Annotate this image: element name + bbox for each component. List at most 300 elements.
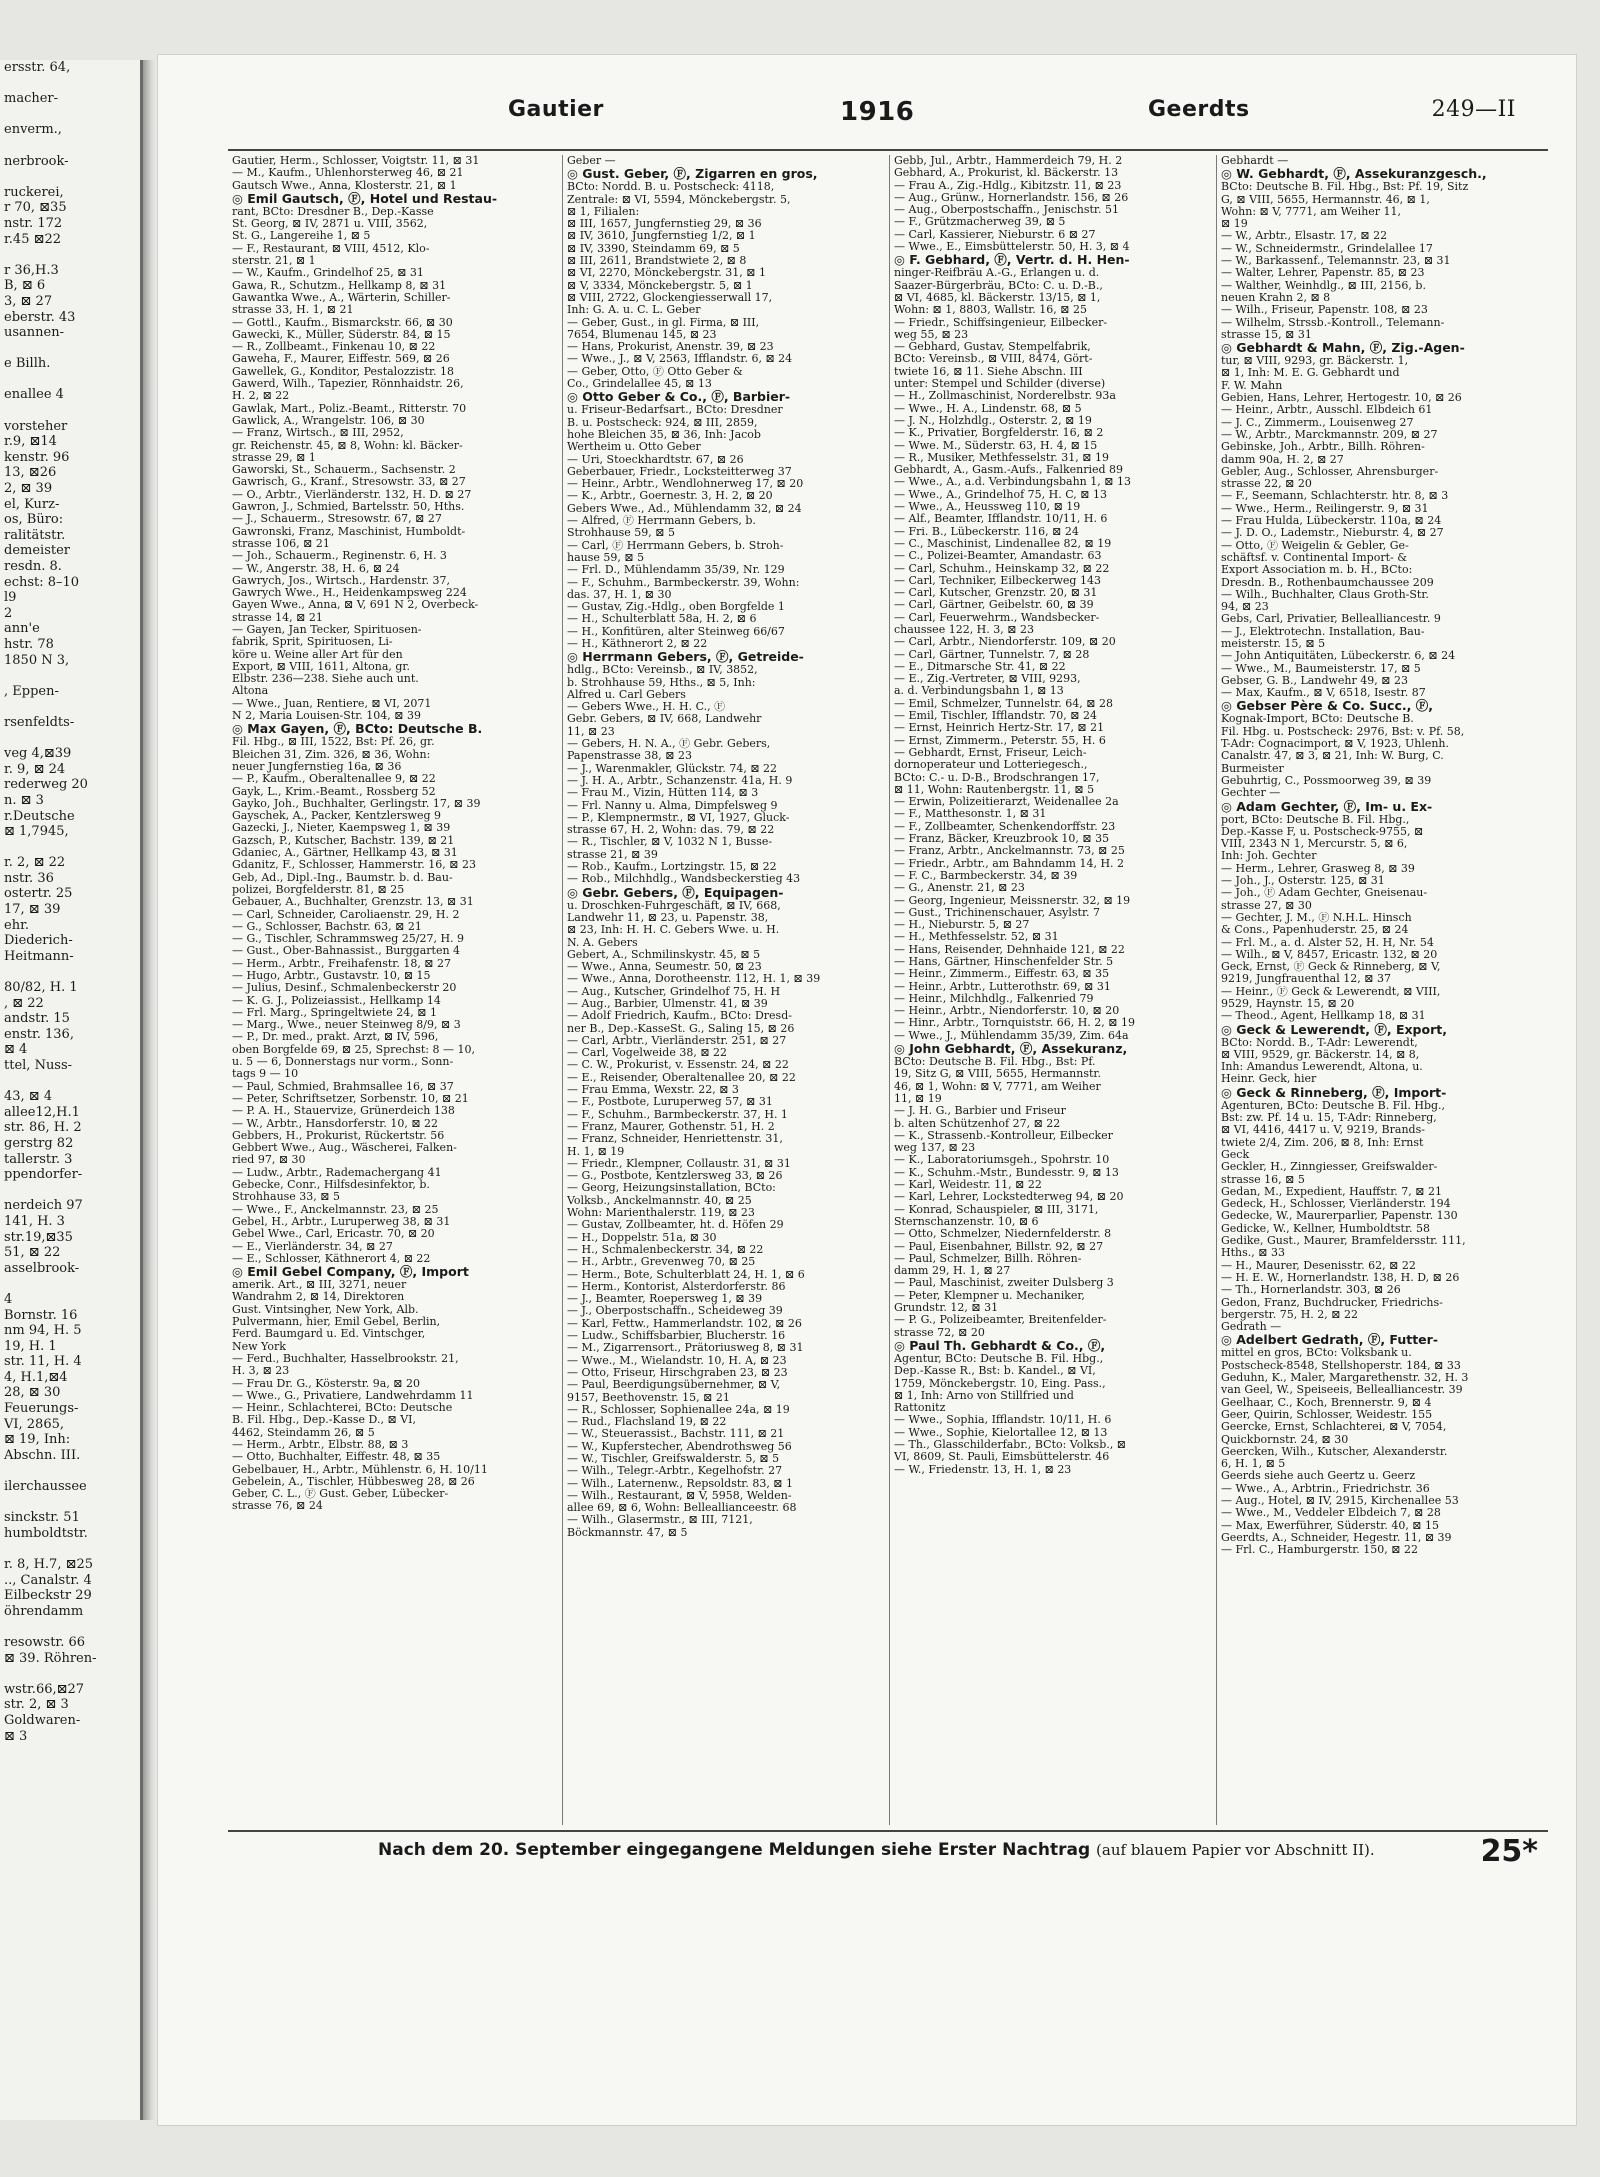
- entry-line: — Wwe., Herm., Reilingerstr. 9, ⊠ 31: [1221, 502, 1429, 515]
- previous-page-line: l9: [4, 590, 17, 606]
- previous-page-line: 43, ⊠ 4: [4, 1089, 53, 1105]
- firm-entry-line: ◎ Max Gayen, Ⓕ, BCto: Deutsche B.: [232, 722, 483, 737]
- entry-line: mittel en gros, BCto: Volksbank u.: [1221, 1347, 1412, 1360]
- entry-line: van Geel, W., Speiseeis, Bellealliancestr. 39: [1221, 1384, 1463, 1397]
- entry-line: — Herm., Lehrer, Grasweg 8, ⊠ 39: [1221, 862, 1415, 875]
- entry-line: — H., Schmalenbeckerstr. 34, ⊠ 22: [567, 1243, 764, 1256]
- entry-line: Gawlak, Mart., Poliz.-Beamt., Ritterstr. 70: [232, 402, 467, 415]
- entry-line: — P. A. H., Stauervize, Grünerdeich 138: [232, 1105, 455, 1118]
- entry-line: — Alfred, Ⓕ Herrmann Gebers, b.: [567, 515, 756, 528]
- entry-line: — Hans, Prokurist, Anenstr. 39, ⊠ 23: [567, 341, 774, 354]
- firm-entry-line: ◎ Emil Gebel Company, Ⓕ, Import: [232, 1265, 469, 1280]
- entry-line: a. d. Verbindungsbahn 1, ⊠ 13: [894, 685, 1064, 698]
- entry-line: Geberbauer, Friedr., Locksteitterweg 37: [567, 465, 792, 478]
- entry-line: schäftsf. v. Continental Import- &: [1221, 551, 1408, 564]
- entry-line: Gebinske, Joh., Arbtr., Billh. Röhren-: [1221, 441, 1425, 454]
- entry-line: ⊠ IV, 3610, Jungfernstieg 1/2, ⊠ 1: [567, 230, 756, 243]
- entry-line: Pulvermann, hier, Emil Gebel, Berlin,: [232, 1316, 441, 1329]
- entry-line: — Emil, Tischler, Ifflandstr. 70, ⊠ 24: [894, 710, 1097, 723]
- entry-line: — Carl, Gärtner, Geibelstr. 60, ⊠ 39: [894, 599, 1094, 612]
- entry-line: — J. D. O., Lademstr., Nieburstr. 4, ⊠ 27: [1221, 527, 1444, 540]
- entry-line: — Gust., Trichinenschauer, Asylstr. 7: [894, 906, 1100, 919]
- header-right-word: Geerdts: [1148, 97, 1250, 122]
- entry-line: Gebhard, A., Prokurist, kl. Bäckerstr. 13: [894, 167, 1119, 180]
- entry-line: Geck, Ernst, Ⓕ Geck & Rinneberg, ⊠ V,: [1221, 961, 1441, 974]
- entry-line: 9157, Beethovenstr. 15, ⊠ 21: [567, 1391, 730, 1404]
- entry-line: amerik. Art., ⊠ III, 3271, neuer: [232, 1279, 407, 1292]
- entry-line: — Uri, Stoeckhardtstr. 67, ⊠ 26: [567, 453, 744, 466]
- entry-line: — Georg, Ingenieur, Meissnerstr. 32, ⊠ 19: [894, 894, 1131, 907]
- entry-line: strasse 27, ⊠ 30: [1221, 899, 1312, 912]
- entry-line: BCto: Nordd. B. u. Postscheck: 4118,: [567, 181, 775, 194]
- entry-line: & Cons., Papenhuderstr. 25, ⊠ 24: [1221, 924, 1409, 937]
- entry-line: Geelhaar, C., Koch, Brennerstr. 9, ⊠ 4: [1221, 1396, 1432, 1409]
- entry-line: neuen Krahn 2, ⊠ 8: [1221, 291, 1331, 304]
- previous-page-line: Diederich-: [4, 933, 73, 949]
- entry-line: — Carl, Vogelweide 38, ⊠ 22: [567, 1047, 728, 1060]
- entry-line: ⊠ III, 2611, Brandstwiete 2, ⊠ 8: [567, 255, 747, 268]
- entry-line: Heinr. Geck, hier: [1221, 1073, 1317, 1086]
- entry-line: ⊠ V, 3334, Mönckebergstr. 5, ⊠ 1: [567, 279, 753, 292]
- previous-page-line: [4, 341, 140, 357]
- previous-page-line: 3, ⊠ 27: [4, 293, 53, 309]
- previous-page-line: [4, 1074, 140, 1090]
- header-year: 1916: [840, 97, 915, 127]
- entry-line: St. G., Langereihe 1, ⊠ 5: [232, 230, 371, 243]
- entry-line: — Wwe., M., Wielandstr. 10, H. A, ⊠ 23: [567, 1354, 787, 1367]
- previous-page-line: wstr.66,⊠27: [4, 1681, 85, 1697]
- entry-line: — Franz, Wirtsch., ⊠ III, 2952,: [232, 427, 404, 440]
- entry-line: ried 97, ⊠ 30: [232, 1154, 306, 1167]
- entry-line: Gebers Wwe., Ad., Mühlendamm 32, ⊠ 24: [567, 502, 802, 515]
- entry-line: ⊠ III, 1657, Jungfernstieg 29, ⊠ 36: [567, 218, 762, 231]
- previous-page-line: allee12,H.1: [4, 1104, 80, 1120]
- entry-line: Böckmannstr. 47, ⊠ 5: [567, 1526, 688, 1539]
- previous-page-line: n. ⊠ 3: [4, 792, 44, 808]
- entry-line: — Heinr., Milchhdlg., Falkenried 79: [894, 992, 1094, 1005]
- entry-line: Geercke, Ernst, Schlachterei, ⊠ V, 7054,: [1221, 1421, 1447, 1434]
- entry-line: — W., Angerstr. 38, H. 6, ⊠ 24: [232, 562, 400, 575]
- entry-line: — W., Friedenstr. 13, H. 1, ⊠ 23: [894, 1463, 1072, 1476]
- entry-line: — Carl, Arbtr., Vierländerstr. 251, ⊠ 27: [567, 1034, 787, 1047]
- entry-line: — Karl, Weidestr. 11, ⊠ 22: [894, 1179, 1042, 1192]
- previous-page-line: enverm.,: [4, 122, 62, 138]
- entry-line: — Paul, Schmied, Brahmsallee 16, ⊠ 37: [232, 1080, 454, 1093]
- entry-line: 4462, Steindamm 26, ⊠ 5: [232, 1426, 375, 1439]
- entry-line: Gebel, H., Arbtr., Luruperweg 38, ⊠ 31: [232, 1215, 451, 1228]
- entry-line: — Wwe., Anna, Dorotheenstr. 112, H. 1, ⊠ 39: [567, 973, 821, 986]
- previous-page-line: r.45 ⊠22: [4, 231, 62, 247]
- entry-line: Gawlick, A., Wrangelstr. 106, ⊠ 30: [232, 414, 425, 427]
- entry-line: BCto: Vereinsb., ⊠ VIII, 8474, Gört-: [894, 353, 1093, 366]
- entry-line: rant, BCto: Dresdner B., Dep.-Kasse: [232, 205, 434, 218]
- entry-line: — Hans, Gärtner, Hinschenfelder Str. 5: [894, 956, 1114, 968]
- entry-line: oben Borgfelde 69, ⊠ 25, Sprechst: 8 — 10,: [232, 1043, 475, 1056]
- entry-line: neuer Jungfernstieg 16a, ⊠ 36: [232, 760, 402, 773]
- entry-line: — Marg., Wwe., neuer Steinweg 8/9, ⊠ 3: [232, 1019, 461, 1032]
- entry-line: ⊠ VIII, 9529, gr. Bäckerstr. 14, ⊠ 8,: [1221, 1048, 1420, 1061]
- entry-line: Export, ⊠ VIII, 1611, Altona, gr.: [232, 660, 410, 673]
- previous-page-line: macher-: [4, 91, 59, 107]
- entry-line: Gebelbauer, H., Arbtr., Mühlenstr. 6, H. 10/11: [232, 1463, 488, 1476]
- entry-line: — Rob., Kaufm., Lortzingstr. 15, ⊠ 22: [567, 861, 777, 874]
- previous-page-line: [4, 138, 140, 154]
- entry-line: — P., Klempnermstr., ⊠ VI, 1927, Gluck-: [567, 811, 790, 824]
- entry-line: — H., Käthnerort 2, ⊠ 22: [567, 637, 708, 650]
- previous-page-line: [4, 1183, 140, 1199]
- previous-page-line: resdn. 8.: [4, 559, 62, 574]
- previous-page-line: [4, 1619, 140, 1635]
- entry-line: Geber —: [567, 155, 616, 167]
- entry-line: — Carl, Schneider, Caroliaenstr. 29, H. 2: [232, 908, 460, 921]
- previous-page-line: r. 2, ⊠ 22: [4, 855, 66, 871]
- entry-line: Gebser, G. B., Landwehr 49, ⊠ 23: [1221, 674, 1408, 687]
- entry-line: — Max, Kaufm., ⊠ V, 6518, Isestr. 87: [1221, 687, 1426, 700]
- entry-line: Gazsch, P., Kutscher, Bachstr. 139, ⊠ 21: [232, 834, 455, 847]
- entry-line: fabrik, Sprit, Spirituosen, Li-: [232, 636, 393, 649]
- entry-line: — Rob., Milchhdlg., Wandsbeckerstieg 43: [567, 873, 801, 886]
- previous-page-line: kenstr. 96: [4, 449, 70, 465]
- entry-line: — Friedr., Klempner, Collaustr. 31, ⊠ 31: [567, 1157, 791, 1170]
- previous-page-line: nerdeich 97: [4, 1198, 83, 1214]
- entry-line: — M., Zigarrensort., Prätoriusweg 8, ⊠ 31: [567, 1342, 804, 1355]
- entry-line: 46, ⊠ 1, Wohn: ⊠ V, 7771, am Weiher: [894, 1080, 1101, 1093]
- entry-line: ⊠ VI, 4685, kl. Bäckerstr. 13/15, ⊠ 1,: [894, 291, 1101, 304]
- entry-line: hohe Bleichen 35, ⊠ 36, Inh: Jacob: [567, 428, 761, 441]
- entry-line: — H., Methfesselstr. 52, ⊠ 31: [894, 931, 1059, 944]
- entry-line: Gedeck, H., Schlosser, Vierländerstr. 194: [1221, 1198, 1451, 1211]
- entry-line: — E., Schlosser, Käthnerort 4, ⊠ 22: [232, 1252, 431, 1265]
- entry-line: — Franz, Maurer, Gothenstr. 51, H. 2: [567, 1120, 775, 1133]
- previous-page-line: 13, ⊠26: [4, 465, 57, 481]
- entry-line: H. 1, ⊠ 19: [567, 1145, 625, 1158]
- entry-line: — C., Maschinist, Lindenallee 82, ⊠ 19: [894, 537, 1112, 550]
- previous-page-line: str.19,⊠35: [4, 1229, 73, 1245]
- entry-line: ⊠ IV, 3390, Steindamm 69, ⊠ 5: [567, 242, 740, 255]
- entry-line: — Wwe., G., Privatiere, Landwehrdamm 11: [232, 1389, 474, 1402]
- entry-line: 1759, Mönckebergstr. 10, Eing. Pass.,: [894, 1377, 1106, 1390]
- entry-line: Dep.-Kasse F, u. Postscheck-9755, ⊠: [1221, 825, 1424, 838]
- previous-page-line: 80/82, H. 1: [4, 980, 78, 996]
- previous-page-line: ⊠ 4: [4, 1042, 28, 1058]
- entry-line: — W., Arbtr., Marckmannstr. 209, ⊠ 27: [1221, 428, 1438, 441]
- previous-page-line: 4: [4, 1291, 13, 1307]
- column-4: [1217, 155, 1548, 1825]
- firm-entry-line: ◎ F. Gebhard, Ⓕ, Vertr. d. H. Hen-: [894, 253, 1130, 268]
- entry-line: — K. G. J., Polizeiassist., Hellkamp 14: [232, 994, 441, 1007]
- entry-line: — Carl, Arbtr., Niendorferstr. 109, ⊠ 20: [894, 636, 1116, 649]
- entry-line: — H., Doppelstr. 51a, ⊠ 30: [567, 1231, 717, 1244]
- entry-line: — F., Postbote, Luruperweg 57, ⊠ 31: [567, 1096, 773, 1109]
- entry-line: — Gottl., Kaufm., Bismarckstr. 66, ⊠ 30: [232, 316, 453, 329]
- entry-line: Gebuhrtig, C., Possmoorweg 39, ⊠ 39: [1221, 774, 1432, 787]
- previous-page-line: [4, 1276, 140, 1292]
- entry-line: H. 2, ⊠ 22: [232, 390, 290, 403]
- footer-note: [378, 1840, 1375, 1860]
- column-2: [563, 155, 890, 1825]
- footer-note-sub: (auf blauem Papier vor Abschnitt II).: [1096, 1841, 1375, 1859]
- entry-line: Dep.-Kasse R., Bst: b. Kandel., ⊠ VI,: [894, 1365, 1096, 1378]
- entry-line: 19, Sitz G, ⊠ VIII, 5655, Hermannstr.: [894, 1068, 1101, 1081]
- header-page-number: 249—II: [1431, 97, 1516, 122]
- previous-page-line: Goldwaren-: [4, 1712, 81, 1728]
- entry-line: damm 29, H. 1, ⊠ 27: [894, 1265, 1011, 1278]
- entry-line: — Otto, Friseur, Hirschgraben 23, ⊠ 23: [567, 1366, 788, 1379]
- entry-line: — Frau Dr. G., Kösterstr. 9a, ⊠ 20: [232, 1377, 421, 1390]
- entry-line: — Ferd., Buchhalter, Hasselbrookstr. 21,: [232, 1352, 459, 1365]
- entry-line: — Carl, Kutscher, Grenzstr. 20, ⊠ 31: [894, 587, 1098, 600]
- entry-line: polizei, Borgfelderstr. 81, ⊠ 25: [232, 883, 405, 896]
- firm-entry-line: ◎ Gebr. Gebers, Ⓕ, Equipagen-: [567, 885, 784, 900]
- entry-line: Gaweha, F., Maurer, Eiffestr. 569, ⊠ 26: [232, 353, 450, 366]
- entry-line: — F., Restaurant, ⊠ VIII, 4512, Klo-: [232, 242, 430, 255]
- entry-line: — Heinr., Arbtr., Ausschl. Elbdeich 61: [1221, 404, 1433, 417]
- entry-line: — Joh., Schauerm., Reginenstr. 6, H. 3: [232, 550, 447, 563]
- entry-line: ⊠ 11, Wohn: Rautenbergstr. 11, ⊠ 5: [894, 783, 1095, 796]
- previous-page-line: [4, 1495, 140, 1511]
- entry-line: 9529, Haynstr. 15, ⊠ 20: [1221, 998, 1355, 1010]
- entry-line: b. Strohhause 59, Hths., ⊠ 5, Inh:: [567, 676, 756, 689]
- entry-line: — Wwe., H. A., Lindenstr. 68, ⊠ 5: [894, 402, 1082, 415]
- entry-line: Gawrisch, G., Kranf., Stresowstr. 33, ⊠ 27: [232, 476, 466, 489]
- previous-page-line: B, ⊠ 6: [4, 278, 46, 294]
- entry-line: Gebel Wwe., Carl, Ericastr. 70, ⊠ 20: [232, 1228, 435, 1241]
- previous-page-line: 4, H.1,⊠4: [4, 1369, 68, 1385]
- entry-line: — H., Nieburstr. 5, ⊠ 27: [894, 919, 1030, 932]
- entry-line: Gedecke, W., Maurerparlier, Papenstr. 130: [1221, 1210, 1458, 1223]
- entry-line: — Gechter, J. M., Ⓕ N.H.L. Hinsch: [1221, 911, 1412, 924]
- previous-page-line: [4, 668, 140, 684]
- entry-line: chaussee 122, H. 3, ⊠ 23: [894, 623, 1034, 636]
- entry-line: Bst: zw. Pf. 14 u. 15, T-Adr: Rinneberg,: [1221, 1112, 1437, 1125]
- entry-line: hause 59, ⊠ 5: [567, 551, 645, 564]
- previous-page-line: el, Kurz-: [4, 496, 60, 512]
- previous-page-line: tallerstr. 3: [4, 1151, 73, 1167]
- previous-page-line: gerstrg 82: [4, 1135, 74, 1151]
- previous-page-line: andstr. 15: [4, 1011, 70, 1027]
- previous-page-line: ⊠ 3: [4, 1728, 28, 1744]
- entry-line: G, ⊠ VIII, 5655, Hermannstr. 46, ⊠ 1,: [1221, 193, 1430, 206]
- entry-line: Dresdn. B., Rothenbaumchaussee 209: [1221, 576, 1434, 589]
- previous-page-line: veg 4,⊠39: [4, 746, 72, 762]
- entry-line: — Wwe., M., Veddeler Elbdeich 7, ⊠ 28: [1221, 1507, 1441, 1520]
- entry-line: Gedon, Franz, Buchdrucker, Friedrichs-: [1221, 1296, 1443, 1309]
- previous-page-line: Eilbeckstr 29: [4, 1588, 92, 1604]
- previous-page-line: echst: 8–10: [4, 574, 80, 590]
- previous-page-line: ttel, Nuss-: [4, 1058, 73, 1073]
- entry-line: — Wilh., Restaurant, ⊠ V, 5958, Welden-: [567, 1489, 792, 1502]
- previous-page-line: ⊠ 1,7945,: [4, 824, 69, 840]
- previous-page-line: , Eppen-: [4, 683, 59, 699]
- entry-line: — K., Laboratoriumsgeh., Spohrstr. 10: [894, 1154, 1110, 1167]
- entry-line: — Georg, Heizungsinstallation, BCto:: [567, 1182, 776, 1195]
- entry-line: Gayko, Joh., Buchhalter, Gerlingstr. 17, ⊠ 39: [232, 797, 481, 810]
- previous-page-line: r 36,H.3: [4, 262, 59, 278]
- entry-line: ⊠ VI, 2270, Mönckebergstr. 31, ⊠ 1: [567, 267, 766, 280]
- previous-page-line: [4, 1541, 140, 1557]
- previous-page-line: enallee 4: [4, 387, 64, 403]
- entry-line: — F., Schuhm., Barmbeckerstr. 37, H. 1: [567, 1108, 788, 1121]
- previous-page-line: rsenfeldts-: [4, 714, 75, 730]
- entry-line: — J., Beamter, Roepersweg 1, ⊠ 39: [567, 1293, 763, 1306]
- entry-line: — Erwin, Polizeitierarzt, Weidenallee 2a: [894, 796, 1119, 809]
- entry-line: Gawronski, Franz, Maschinist, Humboldt-: [232, 525, 466, 538]
- entry-line: Elbstr. 236—238. Siehe auch unt.: [232, 673, 419, 686]
- entry-line: Gawecki, K., Müller, Süderstr. 84, ⊠ 15: [232, 328, 451, 341]
- entry-line: — Paul, Beerdigungsübernehmer, ⊠ V,: [567, 1379, 781, 1392]
- entry-line: Ferd. Baumgard u. Ed. Vintschger,: [232, 1328, 426, 1341]
- entry-line: Inh: G. A. u. C. L. Geber: [567, 304, 701, 317]
- previous-page-line: ralitätstr.: [4, 527, 66, 543]
- entry-line: Gebecke, Conr., Hilfsdesinfektor, b.: [232, 1179, 430, 1192]
- entry-line: — Frl. D., Mühlendamm 35/39, Nr. 129: [567, 564, 785, 577]
- entry-line: Sternschanzenstr. 10, ⊠ 6: [894, 1215, 1039, 1228]
- previous-page-line: os, Büro:: [4, 512, 64, 528]
- entry-line: — J. N., Holzhdlg., Osterstr. 2, ⊠ 19: [894, 414, 1092, 427]
- firm-entry-line: ◎ W. Gebhardt, Ⓕ, Assekuranzgesch.,: [1221, 167, 1487, 182]
- entry-line: Geck: [1221, 1148, 1250, 1161]
- entry-line: — Gustav, Zollbeamter, ht. d. Höfen 29: [567, 1219, 784, 1232]
- entry-line: — J., Schauerm., Stresowstr. 67, ⊠ 27: [232, 513, 442, 526]
- previous-page-line: Heitmann-: [4, 948, 74, 964]
- previous-page-line: nm 94, H. 5: [4, 1323, 82, 1339]
- entry-line: Volksb., Anckelmannstr. 40, ⊠ 25: [567, 1194, 752, 1207]
- firm-entry-line: ◎ Geck & Rinneberg, Ⓕ, Import-: [1221, 1085, 1447, 1100]
- previous-page-line: [4, 731, 140, 747]
- entry-line: ner B., Dep.-KasseSt. G., Saling 15, ⊠ 26: [567, 1022, 795, 1035]
- previous-page-line: 2: [4, 605, 13, 621]
- entry-line: — W., Kupferstecher, Abendrothsweg 56: [567, 1440, 792, 1453]
- entry-line: Gawrych Wwe., H., Heidenkampsweg 224: [232, 587, 467, 600]
- entry-line: Gawa, R., Schutzm., Hellkamp 8, ⊠ 31: [232, 279, 447, 292]
- entry-line: — Herm., Kontorist, Alsterdorferstr. 86: [567, 1280, 786, 1293]
- entry-line: — J., Warenmakler, Glückstr. 74, ⊠ 22: [567, 762, 778, 775]
- entry-line: Gawantka Wwe., A., Wärterin, Schiller-: [232, 291, 451, 304]
- entry-line: meisterstr. 15, ⊠ 5: [1221, 637, 1326, 650]
- entry-line: — R., Schlosser, Sophienallee 24a, ⊠ 19: [567, 1403, 790, 1416]
- entry-line: strasse 15, ⊠ 31: [1221, 328, 1312, 341]
- entry-line: Gebs, Carl, Privatier, Bellealliancestr. 9: [1221, 613, 1441, 626]
- previous-page-line: r.Deutsche: [4, 808, 75, 824]
- previous-page-line: sinckstr. 51: [4, 1510, 80, 1526]
- entry-line: — Heinr., Arbtr., Niendorferstr. 10, ⊠ 20: [894, 1005, 1120, 1018]
- previous-page-line: [4, 840, 140, 856]
- column-1: [228, 155, 563, 1825]
- entry-line: Gebien, Hans, Lehrer, Hertogestr. 10, ⊠ 26: [1221, 392, 1462, 405]
- entry-line: — Friedr., Arbtr., am Bahndamm 14, H. 2: [894, 857, 1125, 870]
- previous-page-line: str. 2, ⊠ 3: [4, 1697, 69, 1713]
- entry-line: — Wwe., Juan, Rentiere, ⊠ VI, 2071: [232, 697, 432, 710]
- entry-line: BCto: Deutsche B. Fil. Hbg., Bst: Pf.: [894, 1056, 1096, 1069]
- entry-line: — Gebhardt, Ernst, Friseur, Leich-: [894, 746, 1087, 759]
- entry-line: Wandrahm 2, ⊠ 14, Direktoren: [232, 1291, 405, 1304]
- entry-line: St. Georg, ⊠ IV, 2871 u. VIII, 3562,: [232, 218, 428, 231]
- entry-line: strasse 22, ⊠ 20: [1221, 478, 1312, 491]
- entry-line: Wohn: Marienthalerstr. 119, ⊠ 23: [567, 1207, 755, 1220]
- entry-line: — F., Matthesonstr. 1, ⊠ 31: [894, 808, 1047, 821]
- firm-entry-line: ◎ Emil Gautsch, Ⓕ, Hotel und Restau-: [232, 191, 498, 206]
- entry-line: hdlg., BCto: Vereinsb., ⊠ IV, 3852,: [567, 664, 758, 677]
- entry-line: Strohhause 33, ⊠ 5: [232, 1191, 341, 1204]
- entry-line: — F., Grützmacherweg 39, ⊠ 5: [894, 216, 1066, 229]
- running-header: [158, 97, 1576, 137]
- entry-line: Quickbornstr. 24, ⊠ 30: [1221, 1433, 1349, 1446]
- entry-line: — Frl. Marg., Springeltwiete 24, ⊠ 1: [232, 1006, 438, 1019]
- entry-line: Gebauer, A., Buchhalter, Grenzstr. 13, ⊠ 31: [232, 896, 474, 909]
- entry-line: T-Adr: Cognacimport, ⊠ V, 1923, Uhlenh.: [1221, 738, 1450, 751]
- previous-page-line: [4, 169, 140, 185]
- entry-line: — R., Musiker, Methfesselstr. 31, ⊠ 19: [894, 451, 1109, 464]
- entry-line: — Rud., Flachsland 19, ⊠ 22: [567, 1416, 727, 1429]
- entry-line: — Joh., J., Osterstr. 125, ⊠ 31: [1221, 875, 1385, 888]
- previous-page-line: 28, ⊠ 30: [4, 1385, 61, 1401]
- previous-page-line: öhrendamm: [4, 1603, 84, 1619]
- entry-line: — Wilhelm, Strssb.-Kontroll., Telemann-: [1221, 316, 1445, 329]
- entry-line: Gedrath —: [1221, 1321, 1282, 1334]
- entry-line: F. W. Mahn: [1221, 379, 1283, 392]
- entry-line: — Franz, Arbtr., Anckelmannstr. 73, ⊠ 25: [894, 845, 1125, 858]
- entry-line: — Frau Hulda, Lübeckerstr. 110a, ⊠ 24: [1221, 515, 1442, 528]
- previous-page-line: [4, 372, 140, 388]
- entry-line: 11, ⊠ 23: [567, 725, 615, 738]
- entry-line: — Wwe., Anna, Seumestr. 50, ⊠ 23: [567, 961, 762, 974]
- entry-line: — P., Dr. med., prakt. Arzt, ⊠ IV, 596,: [232, 1031, 439, 1044]
- entry-line: strasse 76, ⊠ 24: [232, 1500, 323, 1513]
- previous-page-line: r. 8, H.7, ⊠25: [4, 1557, 94, 1572]
- entry-line: Gdaniec, A., Gärtner, Hellkamp 43, ⊠ 31: [232, 847, 458, 860]
- entry-line: — Carl, Feuerwehrm., Wandsbecker-: [894, 611, 1100, 624]
- entry-line: — Paul, Schmelzer, Billh. Röhren-: [894, 1252, 1082, 1265]
- entry-line: — R., Zollbeamt., Finkenau 10, ⊠ 22: [232, 341, 436, 354]
- entry-line: Geduhn, K., Maler, Margarethenstr. 32, H. 3: [1221, 1372, 1469, 1385]
- entry-line: — Hans, Reisender, Dehnhaide 121, ⊠ 22: [894, 943, 1125, 956]
- directory-page: [158, 55, 1576, 2125]
- firm-entry-line: ◎ Gebhardt & Mahn, Ⓕ, Zig.-Agen-: [1221, 341, 1465, 356]
- entry-line: — H., Schulterblatt 58a, H. 2, ⊠ 6: [567, 613, 757, 626]
- entry-line: Gebhardt —: [1221, 155, 1289, 167]
- previous-page-line: 141, H. 3: [4, 1213, 65, 1229]
- entry-line: Geercken, Wilh., Kutscher, Alexanderstr.: [1221, 1445, 1448, 1458]
- entry-line: Gedicke, W., Kellner, Humboldtstr. 58: [1221, 1222, 1431, 1235]
- entry-line: Agentur, BCto: Deutsche B. Fil. Hbg.,: [894, 1352, 1104, 1365]
- previous-page-line: str. 86, H. 2: [4, 1120, 82, 1136]
- entry-line: — Ernst, Zimmerm., Peterstr. 55, H. 6: [894, 734, 1106, 747]
- previous-page-line: eberstr. 43: [4, 309, 76, 325]
- entry-line: sterstr. 21, ⊠ 1: [232, 255, 316, 268]
- entry-line: — Karl, Lehrer, Lockstedterweg 94, ⊠ 20: [894, 1191, 1124, 1204]
- entry-line: Rattonitz: [894, 1402, 946, 1415]
- previous-page-line: ehr.: [4, 917, 29, 933]
- entry-line: Gawerd, Wilh., Tapezier, Rönnhaidstr. 26,: [232, 378, 464, 391]
- previous-page-line: rederweg 20: [4, 777, 88, 793]
- entry-line: strasse 16, ⊠ 5: [1221, 1173, 1305, 1186]
- entry-line: — Max, Ewerführer, Süderstr. 40, ⊠ 15: [1221, 1519, 1440, 1532]
- entry-line: Gebbert Wwe., Aug., Wäscherei, Falken-: [232, 1142, 457, 1155]
- entry-line: — W., Tischler, Greifswalderstr. 5, ⊠ 5: [567, 1452, 780, 1465]
- entry-line: strasse 106, ⊠ 21: [232, 537, 330, 550]
- previous-page-line: r.9, ⊠14: [4, 434, 57, 450]
- entry-line: Saazer-Bürgerbräu, BCto: C. u. D.-B.,: [894, 279, 1103, 292]
- entry-line: N. A. Gebers: [567, 936, 638, 949]
- entry-line: — E., Zig.-Vertreter, ⊠ VIII, 9293,: [894, 673, 1081, 686]
- entry-line: — Paul, Eisenbahner, Billstr. 92, ⊠ 27: [894, 1240, 1104, 1253]
- entry-line: — Wwe., Sophie, Kielortallee 12, ⊠ 13: [894, 1426, 1108, 1439]
- entry-line: — K., Strassenb.-Kontrolleur, Eilbecker: [894, 1129, 1113, 1142]
- entry-line: — W., Arbtr., Hansdorferstr. 10, ⊠ 22: [232, 1117, 439, 1130]
- entry-line: — Gebhard, Gustav, Stempelfabrik,: [894, 341, 1091, 354]
- entry-line: — F., Seemann, Schlachterstr. htr. 8, ⊠ 3: [1221, 490, 1449, 503]
- entry-line: Inh: Amandus Lewerendt, Altona, u.: [1221, 1061, 1423, 1074]
